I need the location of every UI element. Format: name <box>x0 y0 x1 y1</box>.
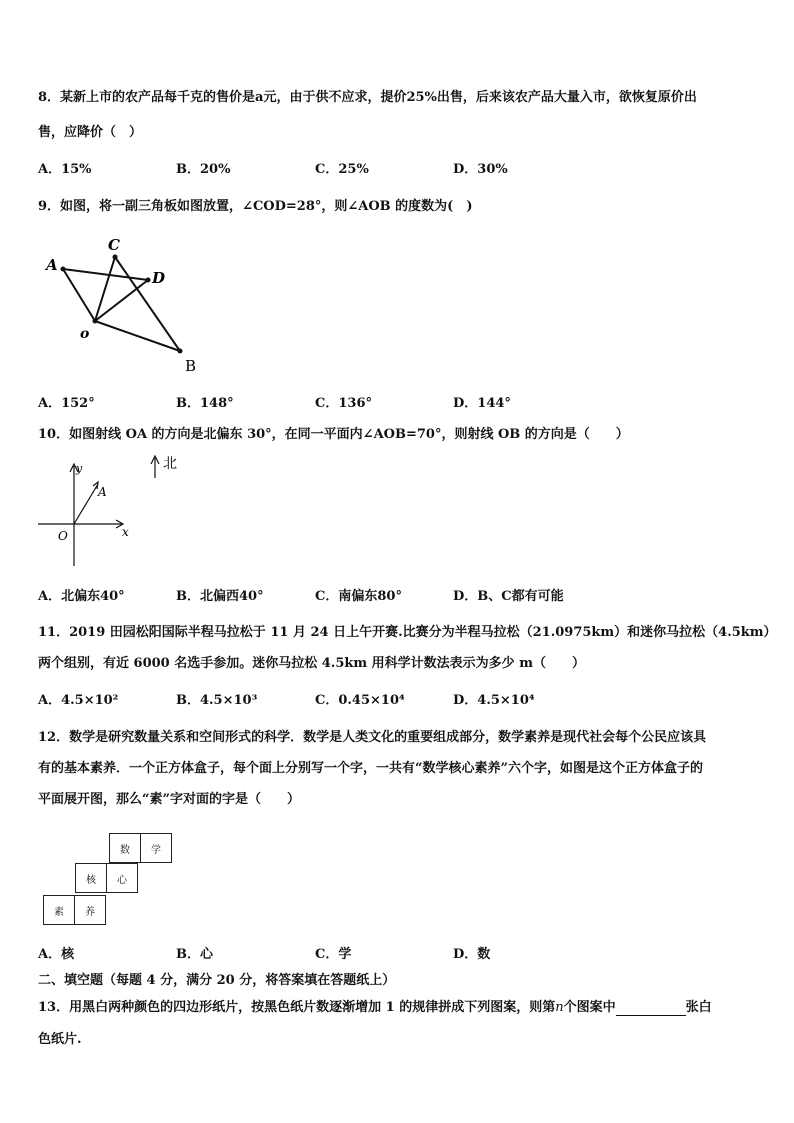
q9-label-d: D <box>152 269 166 287</box>
q8-option-d[interactable]: D．30% <box>453 162 508 177</box>
q9-option-a[interactable]: A．152° <box>38 396 95 411</box>
q13-stem-line1 <box>38 1000 712 1016</box>
q8-option-a[interactable]: A．15% <box>38 162 92 177</box>
cube-face-yang: 养 <box>74 895 106 925</box>
q12-stem-line1: 12．数学是研究数量关系和空间形式的科学．数学是人类文化的重要组成部分，数学素养是现代社会每个公民应该具 <box>38 730 707 745</box>
q10-option-c[interactable]: C．南偏东80° <box>315 589 402 604</box>
q9-line-OD <box>95 280 148 321</box>
q10-ray-oa <box>74 484 98 524</box>
q10-direction-figure <box>36 452 196 570</box>
q9-line-CB <box>115 257 180 351</box>
q13-answer-blank[interactable] <box>616 1002 686 1016</box>
q9-option-c[interactable]: C．136° <box>315 396 372 411</box>
q10-label-x: x <box>122 525 129 539</box>
q10-option-d[interactable]: D．B、C都有可能 <box>453 589 564 604</box>
q9-option-d[interactable]: D．144° <box>453 396 511 411</box>
q8-option-c[interactable]: C．25% <box>315 162 369 177</box>
q12-option-a[interactable]: A．核 <box>38 947 75 962</box>
q9-line-OC <box>95 257 115 321</box>
q12-option-d[interactable]: D．数 <box>453 947 491 962</box>
q9-triangle-figure <box>38 232 208 377</box>
q10-label-a: A <box>98 485 107 499</box>
q10-label-o: O <box>58 529 68 543</box>
q12-stem-line2: 有的基本素养．一个正方体盒子，每个面上分别写一个字，一共有“数学核心素养”六个字，如图是这个正方体盒子的 <box>38 761 703 776</box>
q9-line-AD <box>63 269 148 280</box>
q9-label-a: A <box>46 256 58 274</box>
q9-line-OB <box>95 321 180 351</box>
q10-option-b[interactable]: B．北偏西40° <box>176 589 264 604</box>
cube-face-xin: 心 <box>106 863 138 893</box>
q13-stem-line2: 色纸片. <box>38 1032 82 1047</box>
cube-face-xue: 学 <box>140 833 172 863</box>
q10-option-a[interactable]: A．北偏东40° <box>38 589 125 604</box>
q8-stem-line2: 售，应降价（ ） <box>38 125 143 140</box>
q11-option-d[interactable]: D．4.5×10⁴ <box>453 693 535 708</box>
q12-option-b[interactable]: B．心 <box>176 947 213 962</box>
q11-option-a[interactable]: A．4.5×10² <box>38 693 119 708</box>
q13-var-n: n <box>555 1000 564 1015</box>
q10-label-y: y <box>76 462 83 475</box>
q8-stem-line1: 8．某新上市的农产品每千克的售价是a元，由于供不应求，提价25%出售，后来该农产品大量入市，欲恢复原价出 <box>38 90 697 105</box>
north-label: 北 <box>163 456 177 472</box>
q11-stem-line1: 11．2019 田园松阳国际半程马拉松于 11 月 24 日上午开赛.比赛分为半程马拉松（21.0975km）和迷你马拉松（4.5km） <box>38 625 777 640</box>
q9-option-b[interactable]: B．148° <box>176 396 234 411</box>
cube-face-he: 核 <box>75 863 107 893</box>
q11-stem-line2: 两个组别，有近 6000 名选手参加。迷你马拉松 4.5km 用科学计数法表示为多少 m（ ） <box>38 656 585 671</box>
q13-text-after: 张白 <box>685 1000 712 1015</box>
q11-option-b[interactable]: B．4.5×10³ <box>176 693 258 708</box>
q9-stem: 9．如图，将一副三角板如图放置，∠COD=28°，则∠AOB 的度数为( ) <box>38 199 473 214</box>
cube-face-shu: 数 <box>109 833 141 863</box>
q9-label-c: C <box>108 236 120 254</box>
section-heading-fill-in: 二、填空题（每题 4 分，满分 20 分，将答案填在答题纸上） <box>38 973 396 988</box>
q9-line-AO <box>63 269 95 321</box>
q13-text-before: 13．用黑白两种颜色的四边形纸片，按黑色纸片数逐渐增加 1 的规律拼成下列图案，则第 <box>38 1000 556 1015</box>
q12-stem-line3: 平面展开图，那么“素”字对面的字是（ ） <box>38 792 300 807</box>
q8-option-b[interactable]: B．20% <box>176 162 231 177</box>
q11-option-c[interactable]: C．0.45×10⁴ <box>315 693 405 708</box>
q10-stem: 10．如图射线 OA 的方向是北偏东 30°，在同一平面内∠AOB=70°，则射线 OB 的方向是（ ） <box>38 427 629 442</box>
q12-option-c[interactable]: C．学 <box>315 947 352 962</box>
q9-label-b: B <box>185 357 197 375</box>
q13-text-middle: 个图案中 <box>563 1000 616 1015</box>
q9-label-o: o <box>80 326 90 342</box>
cube-face-su: 素 <box>43 895 75 925</box>
